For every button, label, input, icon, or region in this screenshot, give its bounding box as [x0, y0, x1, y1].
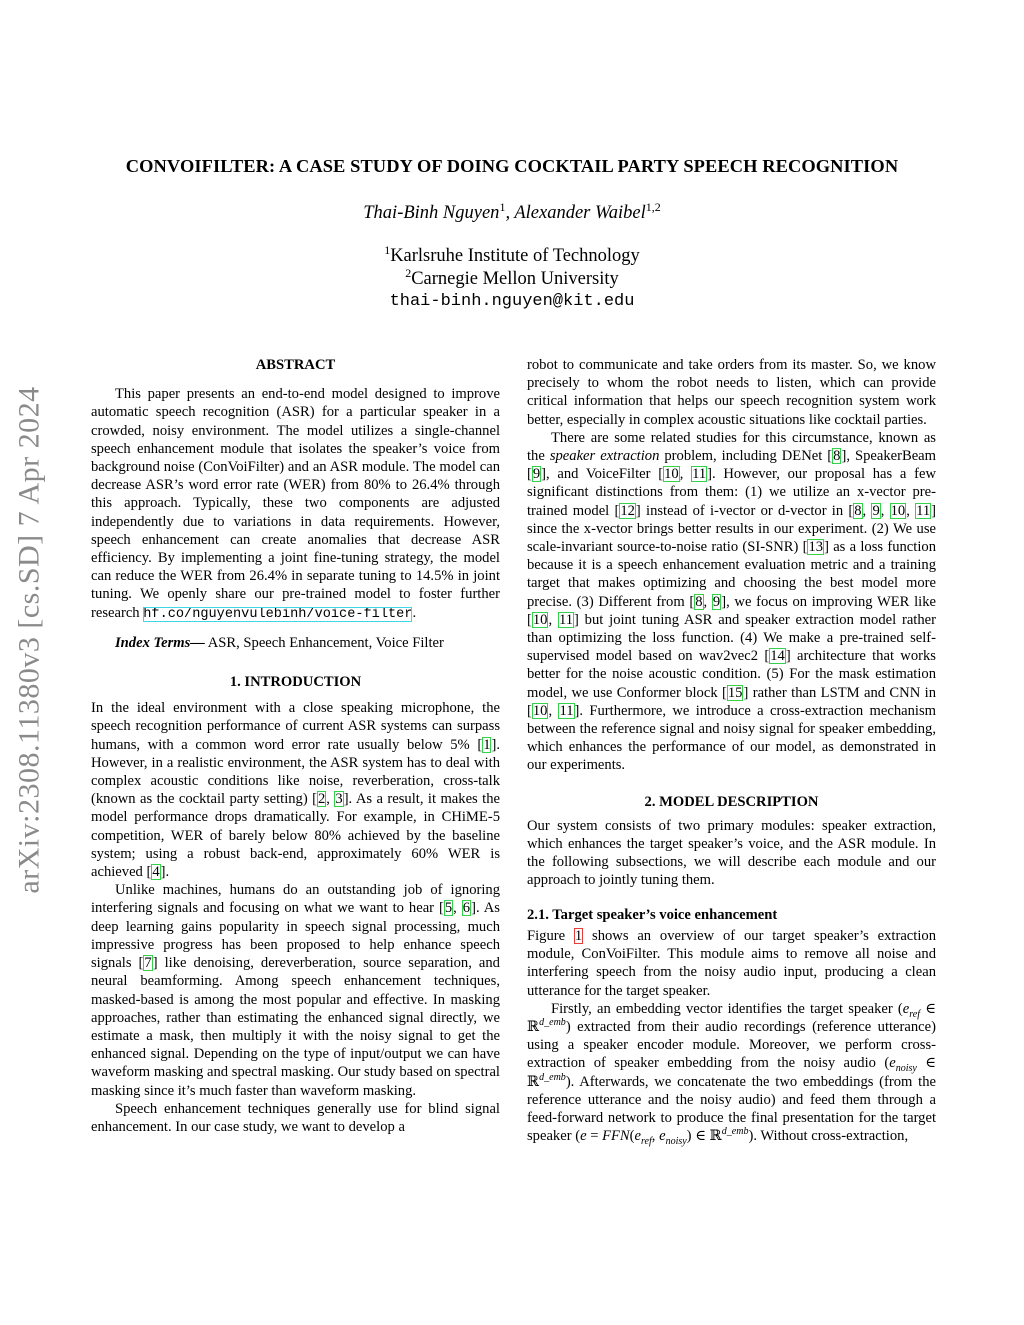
citation-15[interactable]: 15: [727, 684, 743, 701]
p5-text-i: ], we focus on improving WER like [: [527, 593, 937, 628]
citation-5[interactable]: 5: [444, 900, 453, 917]
subsection-2-1-paragraph-1: [527, 927, 936, 1000]
p5-text-m: ]. Furthermore, we introduce a cross-extraction mechanism between the reference signal and noisy signal for speaker embedding, which enhances the performance of our model, as demonstrated in our experiments.: [527, 702, 936, 774]
intro-p1-text-b: ]. However, in a realistic environment, the ASR system has to deal with complex acoustic conditions like noise, reverberation, cross-talk (known as the cocktail party setting) [: [91, 736, 500, 808]
author-1-affil: 1: [499, 200, 506, 214]
p5-text-d: ], and VoiceFilter [: [541, 466, 664, 483]
intro-p2-text-c: ] like denoising, dereverberation, source separation, and neural beamforming. Among speech enhancement techniques, masked-based is among the most popular and effective. In masking approaches, rather than estimating the enhanced signal directly, we estimate a mask, then multiply it with the noisy signal to get the enhanced signal. Depending on the type of input/output we can have waveform masking and spectral masking. Our study based on spectral masking since it’s much faster than waveform masking.: [91, 955, 500, 1099]
author-2-affil: 1,2: [645, 200, 661, 214]
citation-8[interactable]: 8: [833, 448, 841, 465]
s21p2-text-b: ) extracted from their audio recordings (reference utterance) using a speaker encoder module. Moreover, we perform cross-extraction of speaker embedding from the noisy audio (: [527, 1018, 936, 1072]
citation-4[interactable]: 4: [152, 864, 160, 881]
right-column: [527, 356, 937, 1148]
intro-paragraph-5: There are some related studies for this circumstance, known as the speaker extraction problem, including DENet [8], SpeakerBeam [9], and VoiceFilter [10, 11]. However, our proposal has a few significant distinctions from them: (1) we utilize an x-vector pre-trained model [12] instead of i-vector or d-vector in [8, 9, 10, 11] since the x-vector brings better results in our experiment. (2) We use scale-invariant source-to-noise ratio (SI-SNR) [13] as a loss function because it is a speech enhancement evaluation metric and a training target that makes optimizing and choosing the best model more precise. (3) Different from [8, 9], we focus on improving WER like [10, 11] but joint tuning ASR and speaker extraction model rather than optimizing the loss function. (4) We make a pre-trained self-supervised model based on wav2vec2 [14] architecture that works better for the noise acoustic condition. (5) For the mask estimation model, we use Conformer block [15] rather than LSTM and CNN in [10, 11]. Furthermore, we introduce a cross-extraction mechanism between the reference signal and noisy signal for speaker embedding, which enhances the performance of our model, as demonstrated in our experiments.: [527, 429, 937, 774]
intro-p2-text-a: Unlike machines, humans do an outstanding job of ignoring interfering signals and focusing on what we want to hear [: [91, 882, 500, 917]
intro-paragraph-3: Speech enhancement techniques generally use for blind signal enhancement. In our case study, we want to develop a: [91, 1100, 500, 1135]
intro-p1-text-a: In the ideal environment with a close speaking microphone, the speech recognition performance of current ASR systems can surpass humans, with a common word error rate usually below 5% [: [91, 700, 500, 753]
citation-10[interactable]: 10: [890, 502, 906, 519]
citation-10[interactable]: 10: [532, 702, 548, 719]
p5-text-e: ]. However, our proposal has a few significant distinctions from them: (1) we utilize an x-vector pre-trained model [: [527, 466, 937, 519]
left-column: [91, 356, 500, 1136]
s21p2-text-c: ). Afterwards, we concatenate the two embeddings (from the reference utterance and the noisy audio) and feed them through a feed-forward network to produce the final presentation for the target speaker (: [527, 1073, 936, 1145]
author-list: [60, 200, 964, 224]
affiliation-2: [60, 266, 964, 290]
intro-heading: 1. INTRODUCTION: [229, 674, 362, 691]
citation-7[interactable]: 7: [144, 955, 152, 972]
subsection-2-1-heading: 2.1. Target speaker’s voice enhancement: [527, 906, 778, 923]
citation-9[interactable]: 9: [712, 593, 721, 610]
p5-text-b: problem, including DENet [: [659, 448, 833, 465]
model-link[interactable]: hf.co/nguyenvulebinh/voice-filter: [143, 606, 413, 622]
p5-text-a: There are some related studies for this circumstance, known as the: [527, 429, 936, 465]
index-terms: [91, 634, 500, 652]
affiliation-1-name: Karlsruhe Institute of Technology: [390, 246, 640, 266]
affiliation-2-mark: 2: [405, 266, 412, 280]
intro-p1-text-c: ]. As a result, it makes the model performance drops dramatically. For example, in CHiME-5 competition, WER of barely below 80% achieved by the baseline system; using a robust back-end, approximately 60% WER is achieved [: [91, 791, 500, 881]
paper-title: CONVOIFILTER: A CASE STUDY OF DOING COCKTAIL PARTY SPEECH RECOGNITION: [125, 156, 899, 176]
p5-text-k: ] architecture that works better for the noise acoustic condition. (5) For the mask estimation model, we use Conformer block [: [527, 648, 936, 701]
citation-8[interactable]: 8: [854, 502, 862, 519]
author-2: Alexander Waibel: [514, 203, 646, 223]
citation-11[interactable]: 11: [916, 502, 931, 519]
p5-text-f: ] instead of i-vector or d-vector in [: [635, 502, 854, 519]
index-terms-label: Index Terms—: [115, 634, 205, 651]
citation-9[interactable]: 9: [872, 502, 880, 519]
citation-2[interactable]: 2: [318, 791, 326, 808]
citation-10[interactable]: 10: [664, 466, 679, 483]
abstract-heading: ABSTRACT: [255, 357, 336, 373]
citation-13[interactable]: 13: [808, 539, 824, 556]
speaker-extraction-term: speaker extraction: [549, 448, 660, 465]
math-e-noisy: $e_{noisy}$ ∈ ℝ$^{d\_emb}$: [527, 1055, 936, 1090]
arxiv-id-text: arXiv:2308.11380v3 [cs.SD] 7 Apr 2024: [13, 386, 47, 894]
citation-14[interactable]: 14: [770, 648, 785, 665]
subsection-2-1-paragraph-2: [527, 1000, 936, 1146]
s21-text-b: shows an overview of our target speaker’s extraction module, ConVoiFilter. This module aims to remove all noise and interfering speech from the noisy audio input, producing a clean utterance for the target speaker.: [527, 927, 936, 999]
citation-8[interactable]: 8: [695, 593, 703, 610]
intro-paragraph-4: robot to communicate and take orders from its master. So, we know precisely to whom the robot needs to listen, which can provide critical information that helps our speech recognition system work better, especially in complex acoustic situations like cocktail parties.: [527, 357, 936, 428]
citation-10[interactable]: 10: [532, 611, 548, 628]
index-terms-text: ASR, Speech Enhancement, Voice Filter: [204, 634, 444, 651]
citation-12[interactable]: 12: [620, 502, 635, 519]
intro-paragraph-1: In the ideal environment with a close speaking microphone, the speech recognition performance of current ASR systems can surpass humans, with a common word error rate usually below 5% [1]. However, in a realistic environment, the ASR system has to deal with complex acoustic conditions like noise, reverberation, cross-talk (known as the cocktail party setting) [2, 3]. As a result, it makes the model performance drops dramatically. For example, in CHiME-5 competition, WER of barely below 80% achieved by the baseline system; using a robust back-end, approximately 60% WER is achieved [4].: [91, 700, 500, 881]
abstract-body: [91, 385, 500, 624]
citation-3[interactable]: 3: [335, 791, 343, 808]
figure-1-ref[interactable]: 1: [574, 927, 583, 944]
intro-paragraph-2: Unlike machines, humans do an outstanding job of ignoring interfering signals and focusing on what we want to hear [5, 6]. As deep learning gains popularity in speech signal processing, much impressive progress has been proposed to help enhance speech signals [7] like denoising, dereverberation, source separation, and neural beamforming. Among speech enhancement techniques, masked-based is among the most popular and effective. In masking approaches, rather than estimating the enhanced signal directly, we estimate a mask, then multiply it with the noisy signal to get the enhanced signal. Depending on the type of input/output we can have waveform masking and spectral masking. Our study based on spectral masking since it’s much faster than waveform masking.: [91, 882, 500, 1099]
affiliation-1: [60, 243, 964, 267]
abstract-text: This paper presents an end-to-end model designed to improve automatic speech recognition (ASR) for a particular speaker in a crowded, noisy environment. The model utilizes a single-channel speech enhancement module that isolates the speaker’s voice from background noise (ConVoiFilter) and an ASR module. The model can decrease ASR’s word error rate (WER) from 80% to 26.4% through this approach. Typically, these two components are adjusted independently due to variations in data requirements. However, speech enhancement can create anomalies that decrease ASR efficiency. By implementing a joint fine-tuning strategy, the model can reduce the WER from 26.4% in separate tuning to 14.5% in joint tuning. We openly share our pre-trained model to foster further research: [91, 386, 500, 621]
abstract-end: .: [412, 604, 417, 621]
arxiv-identifier: [10, 330, 50, 950]
section-2-paragraph: Our system consists of two primary modules: speaker extraction, which enhances the target speaker’s voice, and the ASR module. In the following subsections, we will describe each module and our approach to jointly tuning them.: [527, 817, 936, 889]
p5-text-j: ] but joint tuning ASR and speaker extraction model rather than optimizing the loss function. (4) We make a pre-trained self-supervised model based on wav2vec2 [: [527, 611, 937, 665]
math-ffn: $e = FFN(e_{ref}$, $e_{noisy}$) ∈ ℝ$^{d\_emb}$: [580, 1126, 749, 1148]
author-separator: ,: [505, 203, 515, 223]
author-email: thai-binh.nguyen@kit.edu: [389, 292, 635, 311]
citation-9[interactable]: 9: [532, 466, 541, 483]
affiliation-1-mark: 1: [384, 243, 391, 257]
s21-text-a: Figure: [527, 927, 574, 944]
s21p2-text-a: Firstly, an embedding vector identifies the target speaker (: [551, 1000, 903, 1017]
author-1: Thai-Binh Nguyen: [363, 203, 500, 223]
citation-11[interactable]: 11: [559, 702, 574, 719]
citation-6[interactable]: 6: [462, 900, 471, 917]
section-2-heading: 2. MODEL DESCRIPTION: [644, 793, 819, 810]
intro-p1-text-d: ].: [160, 864, 170, 881]
citation-11[interactable]: 11: [692, 466, 707, 483]
s21p2-text-d: ). Without cross-extraction,: [748, 1128, 909, 1145]
p5-text-l: ] rather than LSTM and CNN in [: [527, 684, 936, 719]
affiliation-2-name: Carnegie Mellon University: [411, 269, 619, 289]
math-e-ref: $e_{ref}$ ∈ ℝ$^{d\_emb}$: [527, 1000, 937, 1035]
p5-text-c: ], SpeakerBeam [: [527, 448, 936, 483]
citation-11[interactable]: 11: [558, 611, 573, 628]
intro-p2-text-b: ]. As deep learning gains popularity in speech signal processing, much impressive progress has been proposed to help enhance speech signals [: [91, 900, 500, 972]
p5-text-g: ] since the x-vector brings better results in our experiment. (2) We use scale-invariant source-to-noise ratio (SI-SNR) [: [527, 502, 937, 556]
p5-text-h: ] as a loss function because it is a speech enhancement evaluation metric and a training target that makes optimizing and choosing the best model more precise. (3) Different from [: [527, 539, 936, 610]
citation-1[interactable]: 1: [483, 736, 491, 753]
